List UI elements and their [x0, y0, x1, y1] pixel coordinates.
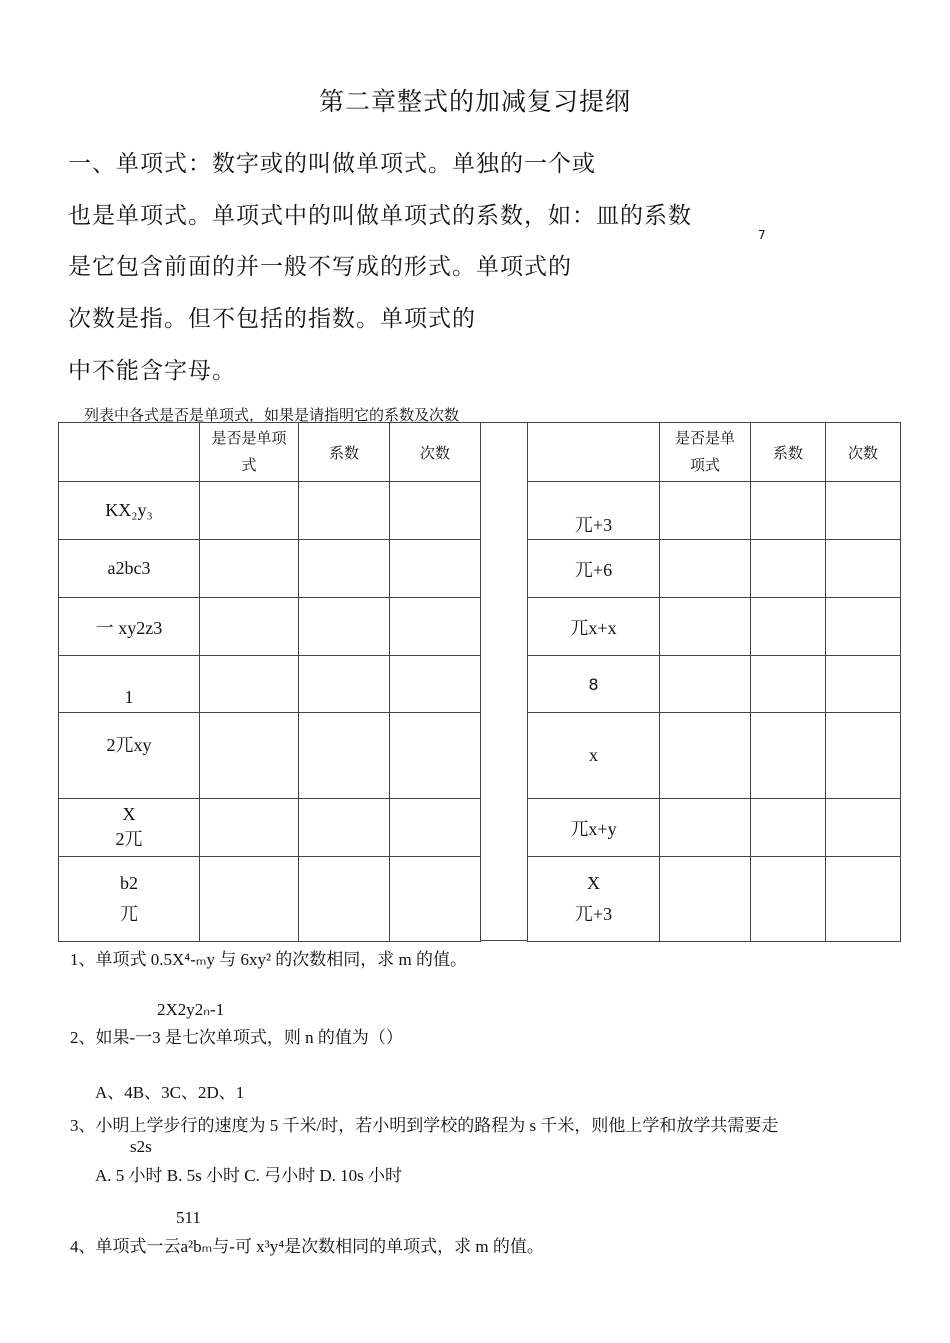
answer-cell[interactable]	[390, 713, 481, 799]
table-row	[59, 799, 481, 857]
expr-cell	[59, 482, 200, 540]
question-3-options: A. 5 小时 B. 5s 小时 C. 弓小时 D. 10s 小时	[95, 1166, 402, 1185]
expr-cell	[59, 799, 200, 857]
expression: 兀x+y	[570, 818, 617, 839]
expr-cell	[528, 799, 660, 857]
answer-cell[interactable]	[660, 482, 751, 540]
right-table	[527, 422, 901, 942]
answer-cell[interactable]	[660, 857, 751, 942]
expr-cell	[528, 713, 660, 799]
table-row	[528, 598, 901, 656]
expression-denominator: 兀	[120, 903, 138, 924]
answer-cell[interactable]	[751, 598, 826, 656]
answer-cell[interactable]	[390, 857, 481, 942]
expression-denominator: 2兀	[115, 829, 143, 849]
answer-cell[interactable]	[390, 656, 481, 713]
answer-cell[interactable]	[299, 656, 390, 713]
question-2: 2、如果-一3 是七次单项式，则 n 的值为（）	[70, 1028, 403, 1047]
answer-cell[interactable]	[390, 598, 481, 656]
superscript-note: 7	[758, 228, 766, 242]
question-4: 4、单项式一云a²bₘ与-可 x³y⁴是次数相同的单项式，求 m 的值。	[70, 1237, 544, 1256]
table-row	[59, 540, 481, 598]
answer-cell[interactable]	[299, 857, 390, 942]
table-caption: 列表中各式是否是单项式，如果是请指明它的系数及次数	[84, 406, 460, 424]
table-row	[59, 857, 481, 942]
answer-cell[interactable]	[200, 656, 299, 713]
question-2-options: A、4B、3C、2D、1	[95, 1083, 245, 1102]
answer-cell[interactable]	[299, 799, 390, 857]
expression: 兀+3	[574, 515, 613, 535]
expr-cell	[59, 713, 200, 799]
expression: KX₂y₃	[105, 500, 153, 520]
expression: 1	[124, 687, 134, 707]
answer-cell[interactable]	[660, 713, 751, 799]
header-degree: 次数	[390, 423, 481, 482]
header-is-monomial: 是否是单项式	[660, 423, 751, 482]
expr-cell	[528, 482, 660, 540]
expression: 兀+6	[574, 559, 613, 580]
expression-numerator: X	[587, 872, 600, 893]
intro-line-1: 一、单项式：数字或的叫做单项式。单独的一个或	[68, 151, 596, 177]
answer-cell[interactable]	[299, 540, 390, 598]
table-row	[528, 713, 901, 799]
answer-cell[interactable]	[751, 713, 826, 799]
expr-cell	[528, 656, 660, 713]
table-row	[528, 540, 901, 598]
answer-cell[interactable]	[751, 656, 826, 713]
expr-cell	[59, 857, 200, 942]
answer-cell[interactable]	[660, 540, 751, 598]
answer-cell[interactable]	[660, 598, 751, 656]
answer-cell[interactable]	[751, 799, 826, 857]
answer-cell[interactable]	[826, 656, 901, 713]
table-row	[59, 482, 481, 540]
table-row	[59, 598, 481, 656]
intro-line-5: 中不能含字母。	[68, 358, 236, 384]
answer-cell[interactable]	[660, 656, 751, 713]
expr-cell	[59, 540, 200, 598]
table-row	[528, 857, 901, 942]
question-2-expression: 2X2y2ₙ-1	[157, 1000, 225, 1019]
answer-cell[interactable]	[826, 799, 901, 857]
expression: 一 xy2z3	[95, 617, 163, 638]
answer-cell[interactable]	[751, 857, 826, 942]
answer-cell[interactable]	[751, 540, 826, 598]
expression: x	[589, 745, 598, 765]
answer-cell[interactable]	[826, 713, 901, 799]
left-table	[58, 422, 481, 942]
header-expr-cell	[528, 423, 660, 482]
answer-cell[interactable]	[390, 482, 481, 540]
table-header-row	[528, 423, 901, 482]
table-row	[528, 656, 901, 713]
intro-line-2: 也是单项式。单项式中的叫做单项式的系数，如：皿的系数	[68, 203, 692, 229]
expr-cell	[528, 540, 660, 598]
expression: 2兀xy	[106, 735, 152, 755]
answer-cell[interactable]	[200, 540, 299, 598]
answer-cell[interactable]	[299, 713, 390, 799]
question-3-fractions: s2s	[130, 1137, 152, 1156]
page-title: 第二章整式的加减复习提纲	[318, 87, 631, 116]
answer-cell[interactable]	[826, 540, 901, 598]
answer-cell[interactable]	[200, 598, 299, 656]
expr-cell	[528, 857, 660, 942]
table-row	[528, 799, 901, 857]
answer-cell[interactable]	[826, 482, 901, 540]
answer-cell[interactable]	[390, 540, 481, 598]
table-separator	[480, 422, 527, 941]
expression: a2bc3	[107, 558, 151, 578]
expression-numerator: b2	[120, 872, 138, 893]
header-coefficient: 系数	[299, 423, 390, 482]
answer-cell[interactable]	[200, 482, 299, 540]
answer-cell[interactable]	[200, 799, 299, 857]
expression: 8	[588, 674, 599, 694]
answer-cell[interactable]	[826, 598, 901, 656]
question-1: 1、单项式 0.5X⁴-ₘy 与 6xy² 的次数相同，求 m 的值。	[70, 950, 468, 969]
answer-cell[interactable]	[200, 713, 299, 799]
header-is-monomial: 是否是单项式	[200, 423, 299, 482]
answer-cell[interactable]	[660, 799, 751, 857]
header-degree: 次数	[826, 423, 901, 482]
expr-cell	[528, 598, 660, 656]
expression: 兀x+x	[570, 617, 617, 638]
intro-line-4: 次数是指。但不包括的指数。单项式的	[68, 306, 476, 332]
header-expr-cell	[59, 423, 200, 482]
answer-cell[interactable]	[299, 598, 390, 656]
expr-cell	[59, 656, 200, 713]
table-header-row	[59, 423, 481, 482]
answer-cell[interactable]	[200, 857, 299, 942]
expr-cell	[59, 598, 200, 656]
table-row	[59, 713, 481, 799]
table-row	[59, 656, 481, 713]
answer-cell[interactable]	[299, 482, 390, 540]
intro-line-3: 是它包含前面的并一般不写成的形式。单项式的	[68, 254, 572, 280]
answer-cell[interactable]	[390, 799, 481, 857]
expression-denominator: 兀+3	[574, 903, 613, 924]
header-coefficient: 系数	[751, 423, 826, 482]
question-4-fractions: 511	[176, 1208, 201, 1227]
answer-cell[interactable]	[751, 482, 826, 540]
table-row	[528, 482, 901, 540]
expression-numerator: X	[122, 804, 136, 824]
question-3: 3、小明上学步行的速度为 5 千米/时，若小明到学校的路程为 s 千米，则他上学和放学共需要走	[70, 1116, 779, 1135]
answer-cell[interactable]	[826, 857, 901, 942]
